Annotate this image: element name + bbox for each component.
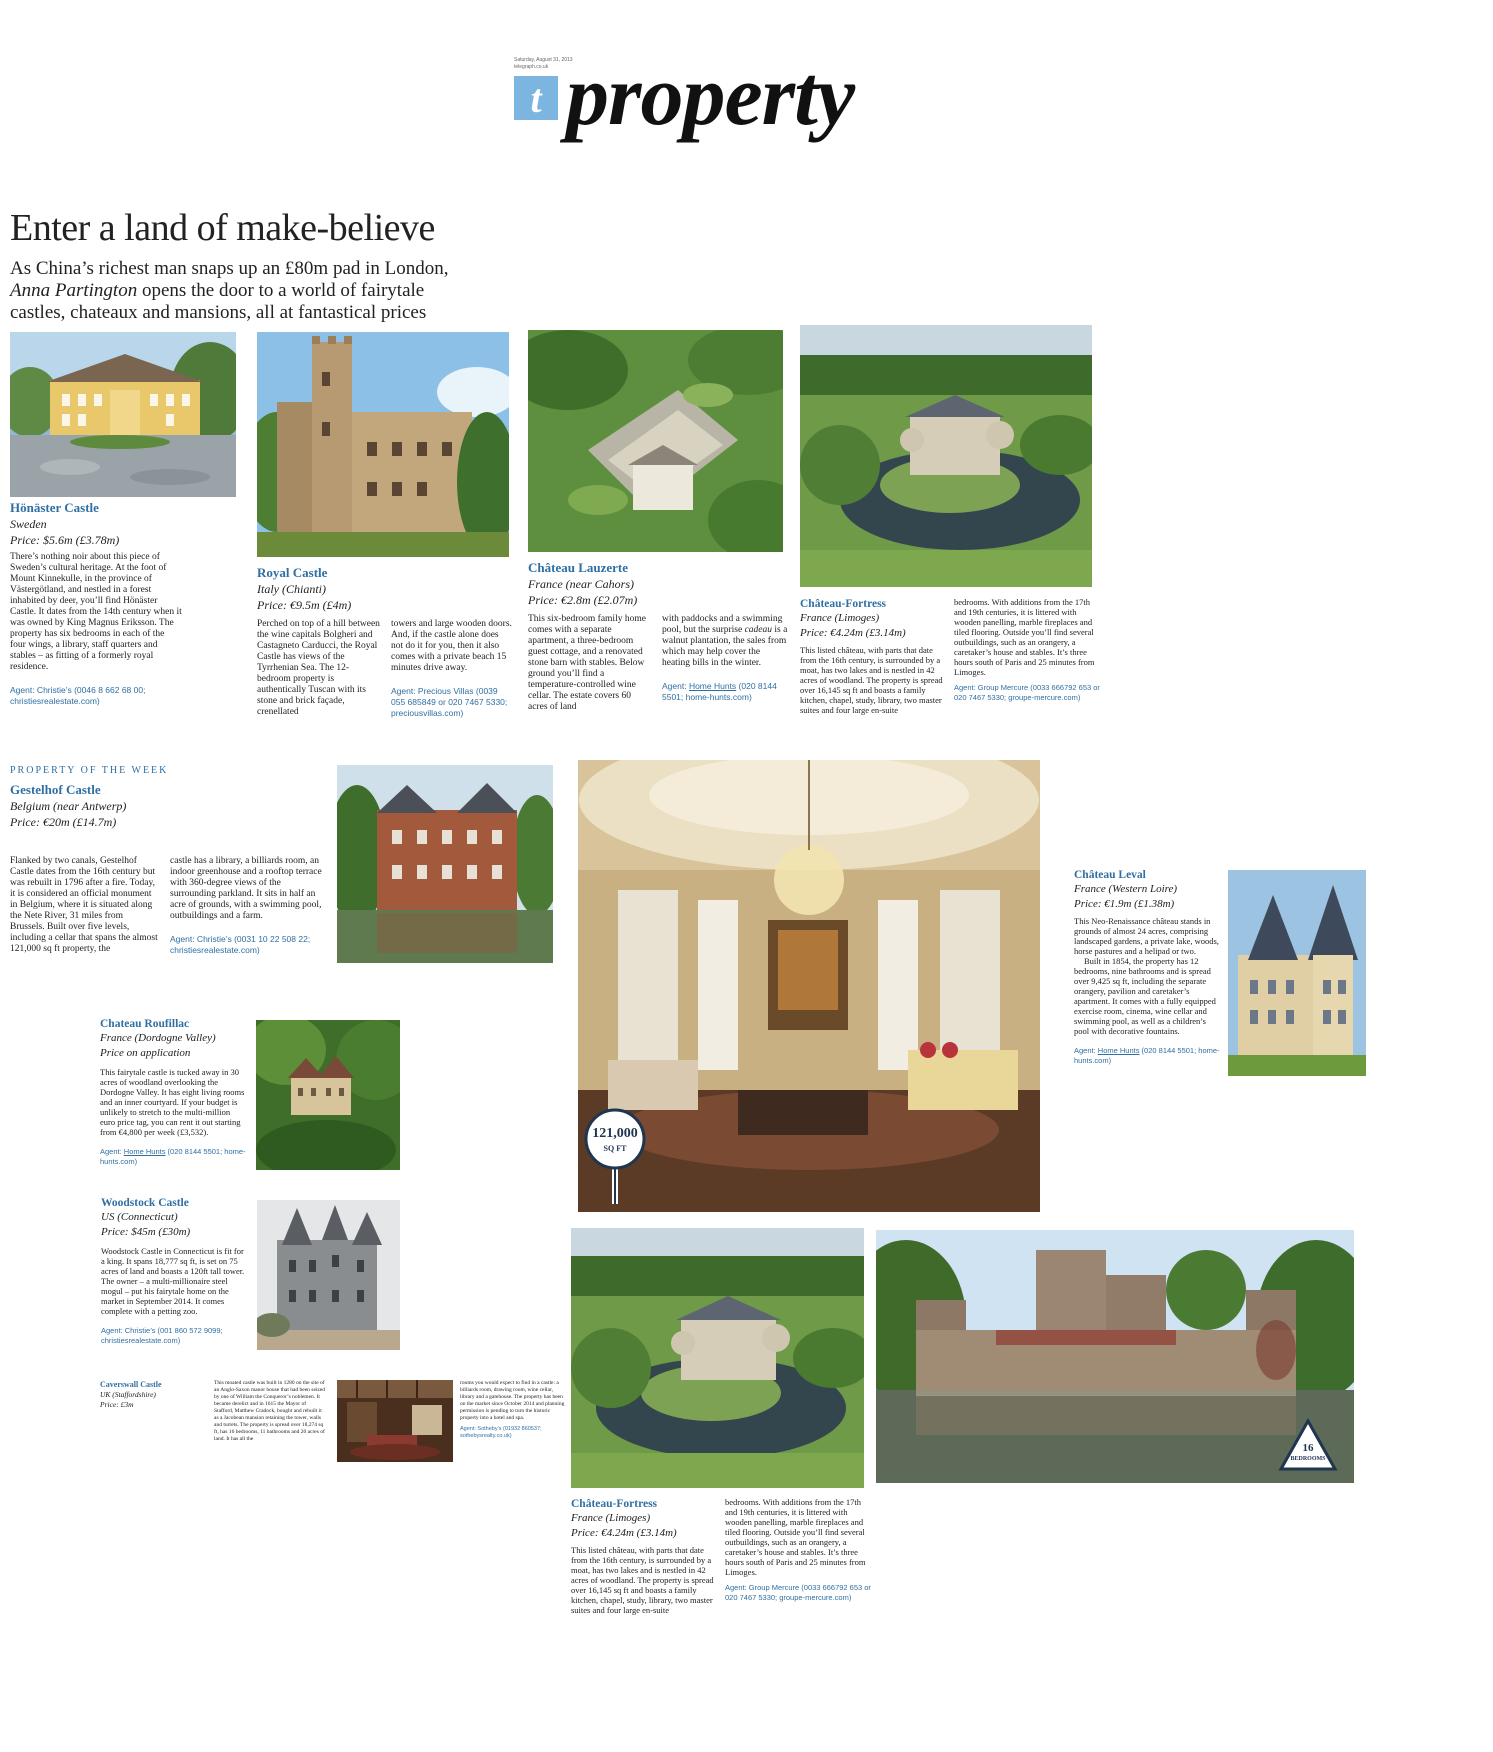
site-text: telegraph.co.uk [514, 64, 549, 70]
standfirst-part-c: castles, chateaux and mansions, all at fantastical prices [10, 302, 427, 323]
article-standfirst [10, 258, 520, 324]
listing-location: Italy (Chianti) [257, 582, 326, 596]
article-headline: Enter a land of make-believe [10, 207, 435, 249]
chateau-roufillac-photo [256, 1020, 400, 1170]
sqft-badge [584, 1108, 646, 1204]
agent-label: Agent: [662, 681, 689, 691]
listing-agent[interactable]: Agent: Group Mercure (0033 666792 653 or 020 7467 5330; groupe-mercure.com) [954, 683, 1100, 702]
agent-contact: (020 8144 5501; home-hunts.com) [1074, 1046, 1220, 1065]
listing-body: This fairytale castle is tucked away in 30 acres of woodland overlooking the Dordogne Valley. It has eight living rooms and an inner courtyard. If your budget is unlikely to stretch to the multi-million euro price tag, you can rent it out starting from €4,800 per week (£3,532). [100, 1067, 245, 1137]
listing-chateau-roufillac[interactable] [100, 1017, 246, 1166]
agent-link[interactable]: Home Hunts [1097, 1046, 1140, 1055]
listing-caverswall-castle[interactable] [100, 1380, 190, 1410]
bedrooms-badge [1278, 1418, 1338, 1472]
agent-contact: (020 8144 5501; home-hunts.com) [662, 681, 777, 702]
listing-location: France (Limoges) [800, 612, 880, 624]
listing-location: France (Dordogne Valley) [100, 1032, 216, 1044]
listing-agent[interactable]: Agent: Sotheby’s (01932 860537; sothebysrealty.co.uk) [460, 1426, 542, 1439]
chateau-leval-photo [1228, 870, 1366, 1076]
listing-name[interactable]: Chateau Roufillac [100, 1018, 190, 1030]
listing-agent[interactable] [100, 1147, 246, 1166]
sqft-value: 121,000 [592, 1126, 638, 1141]
listing-agent[interactable]: Agent: Group Mercure (0033 666792 653 or 020 7467 5330; groupe-mercure.com) [725, 1583, 871, 1602]
listing-agent[interactable] [1074, 1046, 1222, 1065]
listing-body-col-1: This listed château, with parts that date from the 16th century, is surrounded by a moat, has two lakes and is nestled in 42 acres of woodland. The property is spread over 16,145 sq ft and boasts a family kitchen, chapel, study, library, two master suites and four large en-suite [571, 1545, 714, 1615]
listing-body: Woodstock Castle in Connecticut is fit for a king. It spans 18,777 sq ft, is set on 75 acres of land and boasts a 120ft tall tower. The owner – a multi-millionaire steel mogul – put his fairytale home on the market in September 2014. It comes complete with a petting zoo. [101, 1246, 245, 1316]
listing-chateau-fortress-2[interactable] [571, 1497, 871, 1615]
gestelhof-photo [337, 765, 553, 963]
listing-body-col-2: castle has a library, a billiards room, an indoor greenhouse and a rooftop terrace with 360-degree views of the surrounding parkland. It sits in half an acre of grounds, with a swimming pool, outbuildings and a farm. [170, 856, 322, 921]
caverswall-col-2 [460, 1380, 568, 1440]
listing-body-col-1: Flanked by two canals, Gestelhof Castle dates from the 16th century but was rebuilt in 1796 after a fire. Today, it is considered an official monument in Belgium, where it is situated along the Nete River, 31 miles from Brussels. Built over five levels, including a cellar that spans the almost 121,000 sq ft property, the [10, 856, 158, 954]
listing-name[interactable]: Royal Castle [257, 565, 328, 580]
logo-letter: t [530, 75, 542, 121]
agent-link[interactable]: Home Hunts [688, 681, 737, 691]
listing-name[interactable]: Château-Fortress [800, 598, 887, 610]
listing-agent[interactable]: Agent: Christie’s (001 860 572 9099; christiesrealestate.com) [101, 1326, 223, 1345]
listing-body-col-1: Perched on top of a hill between the wine capitals Bolgheri and Castagneto Carducci, the Royal Castle has views of the Tyrrhenian Sea. The 12-bedroom property is authentically Tuscan with its stone and brick façade, crenellated [257, 619, 380, 717]
listing-body-col-2: bedrooms. With additions from the 17th and 19th centuries, it is littered with wooden panelling, marble fireplaces and tiled flooring. Outside you’ll find several outbuildings, such as an orangery, a caretaker’s house and stables. It’s three hours south of Paris and 25 minutes from Limoges. [725, 1497, 866, 1577]
agent-contact: (020 8144 5501; home-hunts.com) [100, 1147, 246, 1166]
body-text-post: is a walnut plantation, the sales from which may help cover the heating bills in the winter. [662, 625, 788, 668]
listing-royal-castle[interactable] [257, 565, 513, 719]
listing-body-col-2: bedrooms. With additions from the 17th and 19th centuries, it is littered with wooden panelling, marble fireplaces and tiled flooring. Outside you’ll find several outbuildings, such as an orangery, a caretaker’s house and stables. It’s three hours south of Paris and 25 minutes from Limoges. [954, 597, 1095, 677]
sqft-unit: SQ FT [603, 1144, 627, 1153]
listing-name[interactable]: Château Leval [1074, 869, 1146, 881]
listing-gestelhof[interactable] [10, 765, 332, 956]
agent-label: Agent: [1074, 1046, 1098, 1055]
bedrooms-unit: BEDROOMS [1290, 1456, 1326, 1462]
listing-price: Price: €2.8m (£2.07m) [528, 593, 638, 607]
gestelhof-interior-photo [578, 760, 1040, 1212]
listing-location: France (Limoges) [571, 1512, 651, 1524]
listing-chateau-lauzerte[interactable] [528, 560, 788, 713]
listing-location: France (Western Loire) [1074, 883, 1178, 895]
section-title: property [566, 47, 855, 143]
woodstock-castle-photo [257, 1200, 400, 1350]
listing-price: Price: £3m [100, 1400, 134, 1409]
listing-price: Price: €4.24m (£3.14m) [571, 1527, 677, 1539]
listing-body-col-1: This listed château, with parts that date from the 16th century, is surrounded by a moat, has two lakes and is nestled in 42 acres of woodland. The property is spread over 16,145 sq ft and boasts a family kitchen, chapel, study, library, two master suites and four large en-suite [800, 645, 943, 715]
listing-chateau-leval[interactable] [1074, 868, 1222, 1065]
listing-honaster[interactable] [10, 500, 182, 707]
body-text-pre: with paddocks and a swimming pool, but the surprise [662, 614, 783, 635]
listing-location: France (near Cahors) [528, 577, 634, 591]
agent-link[interactable]: Home Hunts [123, 1147, 166, 1156]
listing-name[interactable]: Hönäster Castle [10, 500, 99, 515]
listing-body-col-1: This six-bedroom family home comes with a separate apartment, a three-bedroom guest cottage, and a renovated stone barn with stables. Below ground you’ll find a temperature-controlled wine cellar. The estate covers 60 acres of land [528, 614, 646, 712]
listing-body-col-2 [662, 614, 788, 669]
listing-name[interactable]: Château Lauzerte [528, 560, 629, 575]
agent-label: Agent: [100, 1147, 124, 1156]
caverswall-interior-photo [337, 1380, 453, 1462]
bedrooms-value: 16 [1302, 1442, 1314, 1454]
royal-castle-photo [257, 332, 509, 557]
listing-price: Price: €1.9m (£1.38m) [1074, 898, 1175, 910]
caverswall-body-col-1: This moated castle was built in 1280 on the site of an Anglo-Saxon manor house that had been seized by one of William the Conqueror’s noblemen. It became derelict and in 1615 the Mayor of Stafford, Matthew Cradock, bought and rebuilt it as a Jacobean mansion retaining the tower, walls and turrets. The property is spread over 18,274 sq ft, has 16 bedrooms, 11 bathrooms and 20 acres of land. It has all the [214, 1380, 326, 1442]
chateau-fortress-photo-2 [571, 1228, 864, 1488]
standfirst-part-b: opens the door to a world of fairytale [137, 280, 425, 301]
listing-body: There’s nothing noir about this piece of Sweden’s cultural heritage. At the foot of Mount Kinnekulle, in the province of Västergötland, and nestled in a forest inhabited by deer, you’ll find Hönäster Castle. It dates from the 14th century when it was owned by King Magnus Eriksson. The property has six bedrooms in each of the four wings, a library, staff quarters and stables – as fitting of a formerly royal residence. [10, 552, 182, 672]
dateline-text: Saturday, August 31, 2013 [514, 57, 573, 63]
listing-body-col-2: towers and large wooden doors. And, if the castle alone does not do it for you, then it also comes with a private beach 15 minutes drive away. [391, 619, 512, 673]
chateau-lauzerte-photo [528, 330, 783, 552]
listing-name[interactable]: Caverswall Castle [100, 1380, 162, 1389]
listing-location: Sweden [10, 517, 47, 531]
listing-name[interactable]: Gestelhof Castle [10, 782, 101, 797]
listing-woodstock-castle[interactable] [101, 1196, 249, 1345]
body-text-emphasis: cadeau [744, 625, 773, 635]
telegraph-logo[interactable] [514, 76, 558, 120]
listing-body-para-1: This Neo-Renaissance château stands in grounds of almost 24 acres, comprising landscaped gardens, a private lake, woods, horse pastures and a helipad or two. [1074, 916, 1219, 956]
honaster-photo [10, 332, 236, 497]
listing-body-para-2: Built in 1854, the property has 12 bedrooms, nine bathrooms and is spread over 9,425 sq ft, including the separate orangery, pavilion and caretaker’s apartment. It comes with a fully equipped exercise room, cinema, wine cellar and swimming pool, as well as a children’s pool with decorative fountains. [1074, 956, 1216, 1036]
listing-agent[interactable] [662, 681, 788, 703]
author-name: Anna Partington [10, 280, 138, 301]
listing-name[interactable]: Woodstock Castle [101, 1197, 189, 1209]
listing-agent[interactable]: Agent: Christie’s (0031 10 22 508 22; christiesrealestate.com) [170, 934, 311, 955]
caverswall-body-col-2: rooms you would expect to find in a castle: a billiards room, drawing room, wine cellar, library and a gatehouse. The property has been on the market since October 2014 and planning permission is pending to turn the historic property into a hotel and spa. [460, 1380, 565, 1421]
listing-agent[interactable]: Agent: Christie’s (0046 8 662 68 00; christiesrealestate.com) [10, 685, 146, 706]
property-of-the-week-kicker: PROPERTY OF THE WEEK [10, 765, 169, 776]
listing-location: UK (Staffordshire) [100, 1390, 156, 1399]
standfirst-part-a: As China’s richest man snaps up an £80m pad in London, [10, 258, 449, 279]
listing-price: Price: $5.6m (£3.78m) [10, 533, 120, 547]
listing-price: Price on application [100, 1047, 191, 1059]
listing-agent[interactable]: Agent: Precious Villas (0039 055 685849 or 020 7467 5330; preciousvillas.com) [391, 686, 508, 718]
listing-price: Price: €20m (£14.7m) [10, 815, 117, 829]
chateau-fortress-photo [800, 325, 1092, 587]
listing-chateau-fortress[interactable] [800, 597, 1100, 715]
listing-location: US (Connecticut) [101, 1211, 178, 1223]
listing-name[interactable]: Château-Fortress [571, 1498, 658, 1510]
listing-location: Belgium (near Antwerp) [10, 799, 127, 813]
listing-price: Price: €4.24m (£3.14m) [800, 627, 906, 639]
listing-price: Price: €9.5m (£4m) [257, 598, 352, 612]
listing-price: Price: $45m (£30m) [101, 1226, 191, 1238]
